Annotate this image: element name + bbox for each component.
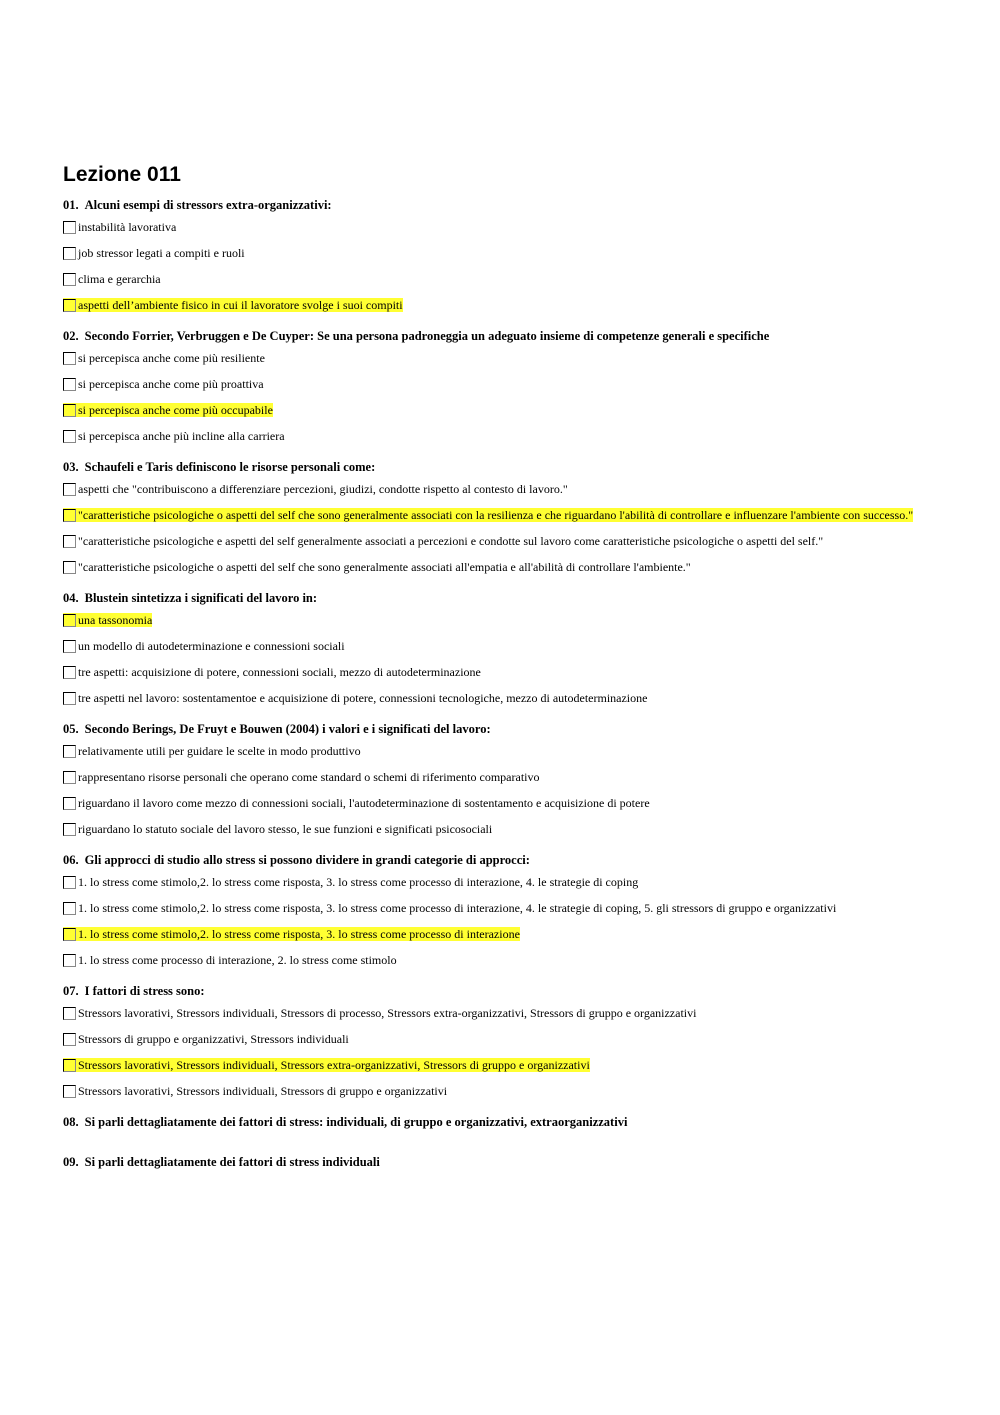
question-heading <box>63 590 943 606</box>
answer-option-content <box>63 1032 349 1046</box>
checkbox-icon[interactable] <box>63 692 76 705</box>
question-8 <box>63 1114 943 1130</box>
answer-text: un modello di autodeterminazione e connessioni sociali <box>78 639 345 653</box>
answer-text: 1. lo stress come stimolo,2. lo stress come risposta, 3. lo stress come processo di interazione, 4. le strategie di coping <box>78 875 639 889</box>
answer-option-content <box>63 927 520 941</box>
question-7 <box>63 983 943 1099</box>
answer-text: 1. lo stress come processo di interazione, 2. lo stress come stimolo <box>78 953 397 967</box>
checkbox-icon[interactable] <box>63 378 76 391</box>
question-3 <box>63 459 943 575</box>
answer-option-correct <box>63 613 943 628</box>
answer-option <box>63 691 943 706</box>
answer-option <box>63 429 943 444</box>
checkbox-icon[interactable] <box>63 823 76 836</box>
question-9 <box>63 1154 943 1170</box>
question-text: Secondo Forrier, Verbruggen e De Cuyper: Se una persona padroneggia un adeguato insieme di competenze generali e specifiche <box>84 329 770 343</box>
answer-option-content <box>63 1058 590 1072</box>
answer-option-content <box>63 534 823 548</box>
question-text: Gli approcci di studio allo stress si possono dividere in grandi categorie di approcci: <box>84 853 530 867</box>
answer-option <box>63 901 943 916</box>
answer-text: "caratteristiche psicologiche o aspetti del self che sono generalmente associati con la resilienza e che riguardano l'abilità di controllare e influenzare l'ambiente con successo." <box>78 508 914 522</box>
answer-option-correct <box>63 298 943 313</box>
checkbox-icon[interactable] <box>63 614 76 627</box>
question-1 <box>63 197 943 313</box>
answer-option-content <box>63 482 568 496</box>
question-heading <box>63 197 943 213</box>
answer-option-content <box>63 953 397 967</box>
question-5 <box>63 721 943 837</box>
answer-text: rappresentano risorse personali che operano come standard o schemi di riferimento comparativo <box>78 770 540 784</box>
answer-text: "caratteristiche psicologiche e aspetti del self generalmente associati a percezioni e condotte sul lavoro come caratteristiche psicologiche o aspetti del self." <box>78 534 824 548</box>
answer-option <box>63 770 943 785</box>
answer-option <box>63 796 943 811</box>
question-list <box>63 197 943 1170</box>
answer-text: si percepisca anche come più resiliente <box>78 351 265 365</box>
answer-text: tre aspetti: acquisizione di potere, connessioni sociali, mezzo di autodeterminazione <box>78 665 481 679</box>
document-page <box>63 162 943 1194</box>
answer-option <box>63 534 943 549</box>
answer-option-content <box>63 298 403 312</box>
answer-text: riguardano il lavoro come mezzo di connessioni sociali, l'autodeterminazione di sostentamento e acquisizione di potere <box>78 796 650 810</box>
question-number: 03. <box>63 460 79 474</box>
question-text: Blustein sintetizza i significati del lavoro in: <box>84 591 318 605</box>
question-number: 08. <box>63 1115 79 1129</box>
answer-option <box>63 665 943 680</box>
answer-option <box>63 1006 943 1021</box>
answer-option-content <box>63 665 481 679</box>
answer-text: job stressor legati a compiti e ruoli <box>78 246 245 260</box>
checkbox-icon[interactable] <box>63 1007 76 1020</box>
question-heading <box>63 1154 943 1170</box>
question-heading <box>63 852 943 868</box>
answer-option-content <box>63 613 152 627</box>
answer-text: tre aspetti nel lavoro: sostentamentoe e acquisizione di potere, connessioni tecnologiche, mezzo di autodeterminazione <box>78 691 648 705</box>
checkbox-icon[interactable] <box>63 430 76 443</box>
question-text: Si parli dettagliatamente dei fattori di stress: individuali, di gruppo e organizzativi, extraorganizzativi <box>84 1115 628 1129</box>
answer-text: si percepisca anche come più proattiva <box>78 377 264 391</box>
checkbox-icon[interactable] <box>63 509 76 522</box>
answer-option <box>63 953 943 968</box>
question-number: 04. <box>63 591 79 605</box>
answer-text: riguardano lo statuto sociale del lavoro stesso, le sue funzioni e significati psicosociali <box>78 822 493 836</box>
checkbox-icon[interactable] <box>63 1085 76 1098</box>
checkbox-icon[interactable] <box>63 876 76 889</box>
answer-text: aspetti dell’ambiente fisico in cui il lavoratore svolge i suoi compiti <box>78 298 403 312</box>
answer-option-content <box>63 691 647 705</box>
answer-option-correct <box>63 1058 943 1073</box>
checkbox-icon[interactable] <box>63 247 76 260</box>
question-text: Alcuni esempi di stressors extra-organizzativi: <box>84 198 332 212</box>
checkbox-icon[interactable] <box>63 797 76 810</box>
checkbox-icon[interactable] <box>63 483 76 496</box>
answer-option <box>63 822 943 837</box>
checkbox-icon[interactable] <box>63 352 76 365</box>
question-text: Schaufeli e Taris definiscono le risorse personali come: <box>84 460 376 474</box>
answer-text: "caratteristiche psicologiche o aspetti del self che sono generalmente associati all'empatia e all'abilità di controllare l'ambiente." <box>78 560 691 574</box>
answer-option <box>63 1084 943 1099</box>
answer-option <box>63 482 943 497</box>
answer-option <box>63 246 943 261</box>
answer-option-content <box>63 639 345 653</box>
question-heading <box>63 1114 943 1130</box>
answer-option-content <box>63 744 361 758</box>
question-number: 07. <box>63 984 79 998</box>
answer-option-correct <box>63 927 943 942</box>
answer-option-content <box>63 351 265 365</box>
question-number: 06. <box>63 853 79 867</box>
answer-option <box>63 639 943 654</box>
answer-option-content <box>63 875 638 889</box>
answer-option-correct <box>63 508 943 523</box>
question-6 <box>63 852 943 968</box>
question-heading <box>63 721 943 737</box>
answer-text: si percepisca anche come più occupabile <box>78 403 273 417</box>
question-4 <box>63 590 943 706</box>
answer-text: Stressors lavorativi, Stressors individuali, Stressors di gruppo e organizzativi <box>78 1084 448 1098</box>
answer-text: una tassonomia <box>78 613 153 627</box>
question-text: Secondo Berings, De Fruyt e Bouwen (2004) i valori e i significati del lavoro: <box>84 722 491 736</box>
answer-text: clima e gerarchia <box>78 272 161 286</box>
question-heading <box>63 328 943 344</box>
checkbox-icon[interactable] <box>63 954 76 967</box>
answer-option-content <box>63 272 161 286</box>
answer-option-content <box>63 796 650 810</box>
answer-option <box>63 220 943 235</box>
answer-option-content <box>63 429 285 443</box>
answer-text: instabilità lavorativa <box>78 220 177 234</box>
answer-text: Stressors lavorativi, Stressors individuali, Stressors extra-organizzativi, Stressors di gruppo e organizzativi <box>78 1058 590 1072</box>
checkbox-icon[interactable] <box>63 902 76 915</box>
question-heading <box>63 983 943 999</box>
checkbox-icon[interactable] <box>63 745 76 758</box>
question-heading <box>63 459 943 475</box>
checkbox-icon[interactable] <box>63 640 76 653</box>
checkbox-icon[interactable] <box>63 928 76 941</box>
checkbox-icon[interactable] <box>63 299 76 312</box>
answer-option <box>63 272 943 287</box>
answer-text: Stressors lavorativi, Stressors individuali, Stressors di processo, Stressors extra-organizzativi, Stressors di gruppo e organizzativi <box>78 1006 697 1020</box>
question-text: Si parli dettagliatamente dei fattori di stress individuali <box>84 1155 380 1169</box>
answer-text: aspetti che "contribuiscono a differenziare percezioni, giudizi, condotte rispetto al contesto di lavoro." <box>78 482 568 496</box>
question-number: 01. <box>63 198 79 212</box>
question-2 <box>63 328 943 444</box>
checkbox-icon[interactable] <box>63 221 76 234</box>
answer-option-content <box>63 220 176 234</box>
answer-text: 1. lo stress come stimolo,2. lo stress come risposta, 3. lo stress come processo di interazione <box>78 927 520 941</box>
answer-option-content <box>63 1006 696 1020</box>
checkbox-icon[interactable] <box>63 273 76 286</box>
question-number: 09. <box>63 1155 79 1169</box>
answer-text: 1. lo stress come stimolo,2. lo stress come risposta, 3. lo stress come processo di interazione, 4. le strategie di coping, 5. gli stressors di gruppo e organizzativi <box>78 901 837 915</box>
checkbox-icon[interactable] <box>63 1033 76 1046</box>
checkbox-icon[interactable] <box>63 561 76 574</box>
answer-option-content <box>63 560 691 574</box>
answer-option-content <box>63 822 492 836</box>
answer-option-content <box>63 246 245 260</box>
answer-option <box>63 744 943 759</box>
question-text: I fattori di stress sono: <box>84 984 205 998</box>
checkbox-icon[interactable] <box>63 666 76 679</box>
answer-option <box>63 1032 943 1047</box>
checkbox-icon[interactable] <box>63 535 76 548</box>
answer-option-correct <box>63 403 943 418</box>
answer-option <box>63 377 943 392</box>
question-number: 05. <box>63 722 79 736</box>
answer-option-content <box>63 770 540 784</box>
answer-option <box>63 560 943 575</box>
checkbox-icon[interactable] <box>63 771 76 784</box>
answer-option-content <box>63 901 836 915</box>
answer-option-content <box>63 403 273 417</box>
answer-option-content <box>63 1084 447 1098</box>
answer-option-content <box>63 377 264 391</box>
question-number: 02. <box>63 329 79 343</box>
answer-text: si percepisca anche più incline alla carriera <box>78 429 285 443</box>
lesson-title: Lezione 011 <box>63 163 181 186</box>
answer-text: Stressors di gruppo e organizzativi, Stressors individuali <box>78 1032 349 1046</box>
answer-option <box>63 875 943 890</box>
answer-option <box>63 351 943 366</box>
answer-text: relativamente utili per guidare le scelte in modo produttivo <box>78 744 361 758</box>
answer-option-content <box>63 508 913 522</box>
checkbox-icon[interactable] <box>63 404 76 417</box>
checkbox-icon[interactable] <box>63 1059 76 1072</box>
